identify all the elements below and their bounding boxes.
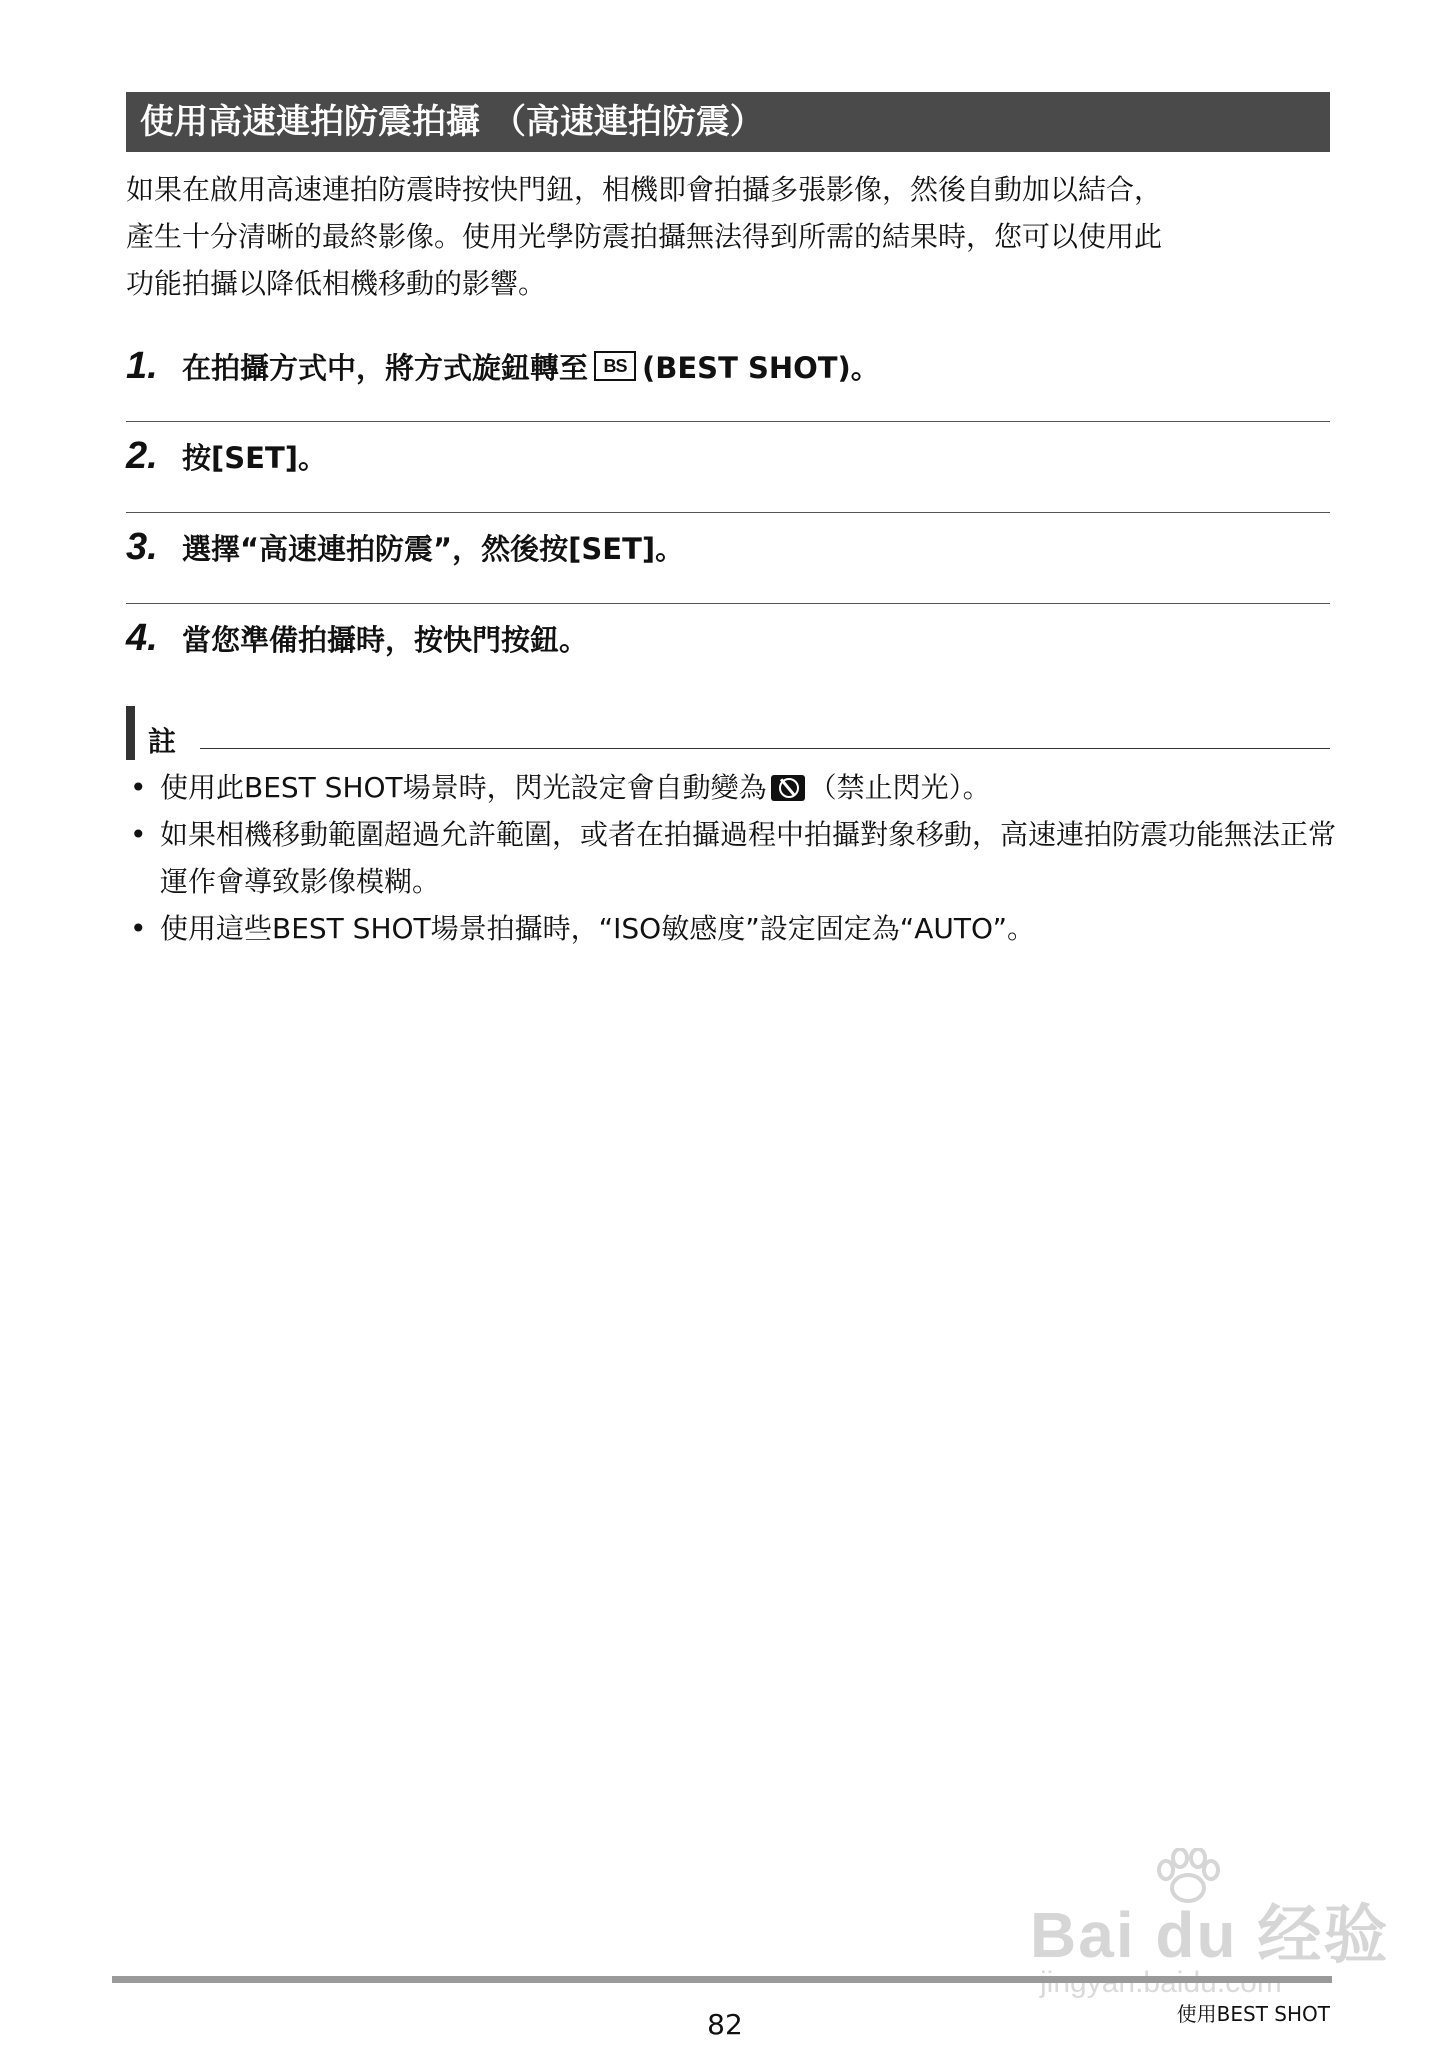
step-text: 選擇“高速連拍防震”，然後按[SET]。 xyxy=(182,531,685,566)
flash-off-icon xyxy=(771,775,805,801)
step-number: 3. xyxy=(126,525,158,568)
footer-section-title: 使用BEST SHOT xyxy=(1176,2002,1330,2026)
bullet-icon: • xyxy=(130,818,147,851)
note-text: 使用這些BEST SHOT場景拍攝時，“ISO敏感度”設定固定為“AUTO”。 xyxy=(160,912,1036,945)
note-item xyxy=(126,811,1336,905)
step-text xyxy=(182,346,880,387)
step-text: 按[SET]。 xyxy=(182,440,327,475)
note-item xyxy=(126,905,1336,952)
footer-rule xyxy=(112,1976,1332,1983)
note-text-suffix: （禁止閃光）。 xyxy=(808,771,991,804)
step-number: 2. xyxy=(126,434,158,477)
step-divider xyxy=(126,512,1330,513)
note-label: 註 xyxy=(148,725,177,758)
intro-paragraph xyxy=(126,166,1336,307)
note-header xyxy=(126,706,1330,760)
step-2 xyxy=(126,426,1330,486)
bullet-icon: • xyxy=(130,912,147,945)
note-list xyxy=(126,764,1336,952)
step-divider xyxy=(126,603,1330,604)
step-instruction: 在拍攝方式中，將方式旋鈕轉至 xyxy=(182,350,589,385)
intro-line: 如果在啟用高速連拍防震時按快門鈕，相機即會拍攝多張影像，然後自動加以結合， xyxy=(126,173,1163,206)
intro-line: 產生十分清晰的最終影像。使用光學防震拍攝無法得到所需的結果時，您可以使用此 xyxy=(126,220,1163,253)
page-number: 82 xyxy=(707,2008,743,2041)
note-marker xyxy=(126,706,135,760)
watermark-logo-text: Bai du 经验 xyxy=(1030,1899,1390,1971)
watermark-url xyxy=(1040,1966,1282,2000)
step-1 xyxy=(126,336,1330,396)
bs-mode-icon: BS xyxy=(594,351,636,381)
step-text: 當您準備拍攝時，按快門按鈕。 xyxy=(182,622,589,657)
step-instruction-suffix: (BEST SHOT)。 xyxy=(642,350,880,385)
note-text: 如果相機移動範圍超過允許範圍，或者在拍攝過程中拍攝對象移動，高速連拍防震功能無法正常運作會導致影像模糊。 xyxy=(160,818,1337,898)
intro-line: 功能拍攝以降低相機移動的影響。 xyxy=(126,267,547,300)
bullet-icon: • xyxy=(130,771,147,804)
note-text: 使用此BEST SHOT場景時，閃光設定會自動變為 xyxy=(160,771,767,804)
step-divider xyxy=(126,421,1330,422)
note-item xyxy=(126,764,1336,811)
step-4 xyxy=(126,608,1330,668)
step-3 xyxy=(126,517,1330,577)
section-title: 使用高速連拍防震拍攝 （高速連拍防震） xyxy=(126,92,1330,152)
step-number: 4. xyxy=(126,616,158,659)
step-number: 1. xyxy=(126,344,158,387)
note-rule xyxy=(200,748,1330,749)
